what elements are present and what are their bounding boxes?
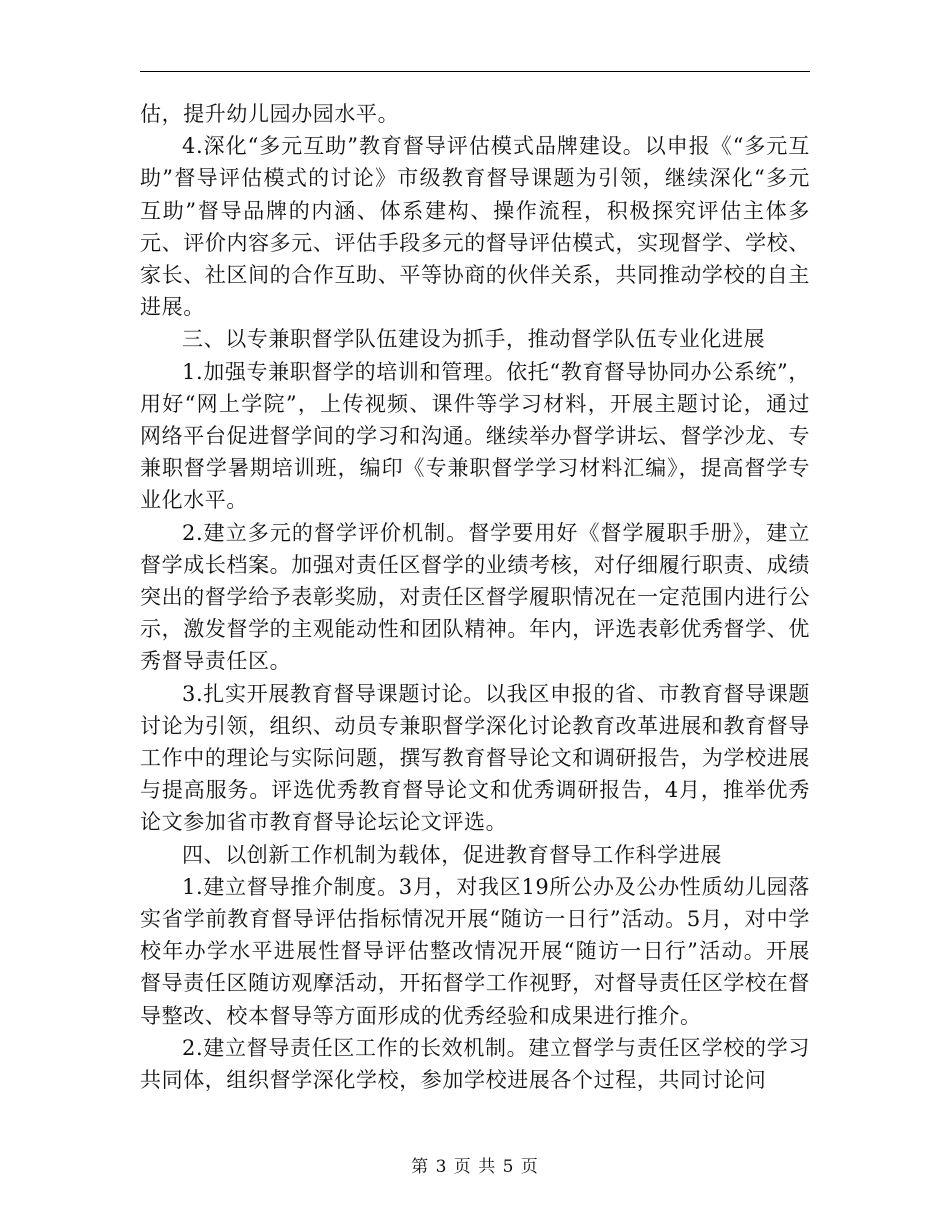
paragraph-item-3-research: 3.扎实开展教育督导课题讨论。以我区申报的省、市教育督导课题讨论为引领，组织、动员专兼职督学深化讨论教育改革进展和教育督导工作中的理论与实际问题，撰写教育督导论文和调研报告，为学校进展与提高服务。评选优秀教育督导论文和优秀调研报告，4月，推举优秀论文参加省市教育督导论坛论文评选。	[140, 681, 810, 835]
paragraph-item-4-brand: 4.深化“多元互助”教育督导评估模式品牌建设。以申报《“多元互助”督导评估模式的讨论》市级教育督导课题为引领，继续深化“多元互助”督导品牌的内涵、体系建构、操作流程，积极探究评估主体多元、评价内容多元、评估手段多元的督导评估模式，实现督学、学校、家长、社区间的合作互助、平等协商的伙伴关系，共同推动学校的自主进展。	[140, 134, 810, 320]
paragraph-item-2-evaluation: 2.建立多元的督学评价机制。督学要用好《督学履职手册》，建立督学成长档案。加强对责任区督学的业绩考核，对仔细履行职责、成绩突出的督学给予表彰奖励，对责任区督学履职情况在一定范围内进行公示，激发督学的主观能动性和团队精神。年内，评选表彰优秀督学、优秀督导责任区。	[140, 520, 810, 674]
paragraph-item-1-promotion: 1.建立督导推介制度。3月，对我区19所公办及公办性质幼儿园落实省学前教育督导评估指标情况开展“随访一日行”活动。5月，对中学校年办学水平进展性督导评估整改情况开展“随访一日行”活动。开展督导责任区随访观摩活动，开拓督学工作视野，对督导责任区学校在督导整改、校本督导等方面形成的优秀经验和成果进行推介。	[140, 874, 810, 1028]
document-body	[140, 98, 810, 1096]
header-rule	[140, 71, 810, 72]
paragraph-item-1-training: 1.加强专兼职督学的培训和管理。依托“教育督导协同办公系统”，用好“网上学院”，上传视频、课件等学习材料，开展主题讨论，通过网络平台促进督学间的学习和沟通。继续举办督学讲坛、督学沙龙、专兼职督学暑期培训班，编印《专兼职督学学习材料汇编》，提高督学专业化水平。	[140, 359, 810, 513]
paragraph-item-2-mechanism: 2.建立督导责任区工作的长效机制。建立督学与责任区学校的学习共同体，组织督学深化学校，参加学校进展各个过程，共同讨论问	[140, 1035, 810, 1093]
paragraph-continuation: 估，提升幼儿园办园水平。	[140, 102, 400, 126]
section-heading-4: 四、以创新工作机制为载体，促进教育督导工作科学进展	[182, 842, 722, 867]
page-number-footer: 第 3 页 共 5 页	[411, 1157, 539, 1177]
section-heading-3: 三、以专兼职督学队伍建设为抓手，推动督学队伍专业化进展	[182, 327, 766, 352]
